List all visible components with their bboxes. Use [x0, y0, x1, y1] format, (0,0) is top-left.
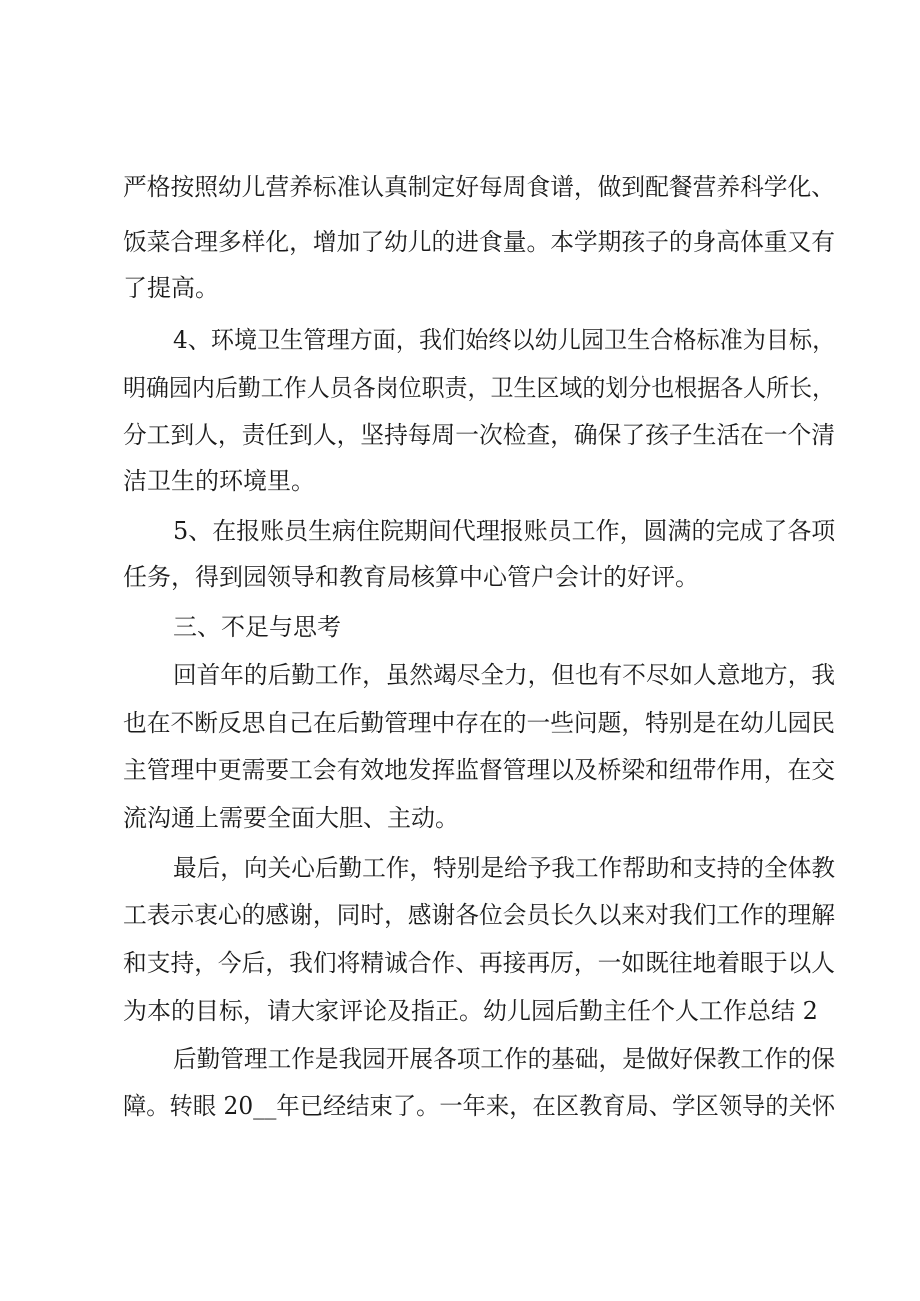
- text-line: 流沟通上需要全面大胆、主动。: [123, 804, 459, 832]
- section-heading: 三、不足与思考: [173, 613, 341, 641]
- text-line: 最后，向关心后勤工作，特别是给予我工作帮助和支持的全体教: [173, 854, 835, 882]
- text-line: 饭菜合理多样化，增加了幼儿的进食量。本学期孩子的身高体重又有: [123, 228, 836, 256]
- text-line: 为本的目标，请大家评论及指正。幼儿园后勤主任个人工作总结 2: [123, 997, 818, 1025]
- text-line: 和支持，今后，我们将精诚合作、再接再厉，一如既往地着眼于以人: [123, 949, 836, 977]
- text-line: 洁卫生的环境里。: [123, 467, 315, 495]
- text-line: 明确园内后勤工作人员各岗位职责，卫生区域的划分也根据各人所长，: [123, 374, 836, 402]
- text-line: 任务，得到园领导和教育局核算中心管户会计的好评。: [123, 563, 699, 591]
- text-line: 了提高。: [123, 274, 219, 302]
- text-line: 主管理中更需要工会有效地发挥监督管理以及桥梁和纽带作用，在交: [123, 756, 836, 784]
- text-line: 4、环境卫生管理方面，我们始终以幼儿园卫生合格标准为目标，: [173, 326, 836, 354]
- text-line: 障。转眼 20__年已经结束了。一年来，在区教育局、学区领导的关怀: [123, 1092, 836, 1120]
- text-line: 分工到人，责任到人，坚持每周一次检查，确保了孩子生活在一个清: [123, 421, 836, 449]
- text-line: 5、在报账员生病住院期间代理报账员工作，圆满的完成了各项: [173, 517, 836, 545]
- text-line: 也在不断反思自己在后勤管理中存在的一些问题，特别是在幼儿园民: [123, 709, 836, 737]
- text-line: 后勤管理工作是我园开展各项工作的基础，是做好保教工作的保: [173, 1045, 835, 1073]
- text-line: 严格按照幼儿营养标准认真制定好每周食谱，做到配餐营养科学化、: [123, 173, 836, 201]
- text-line: 工表示衷心的感谢，同时，感谢各位会员长久以来对我们工作的理解: [123, 901, 836, 929]
- text-line: 回首年的后勤工作，虽然竭尽全力，但也有不尽如人意地方，我: [173, 661, 835, 689]
